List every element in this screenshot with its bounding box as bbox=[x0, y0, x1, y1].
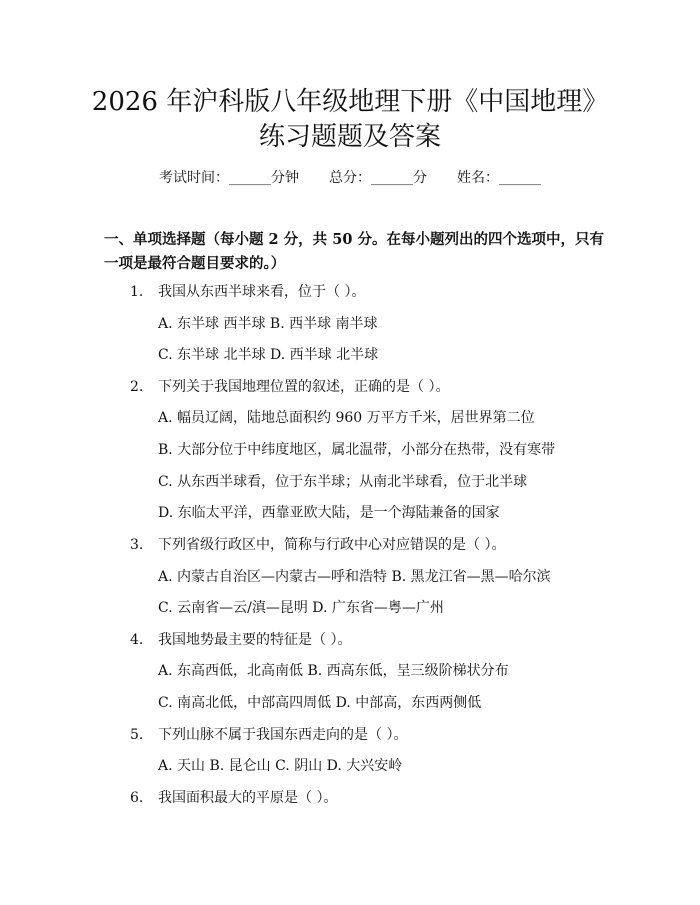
exam-time-field: 考试时间：______分钟 bbox=[159, 170, 299, 186]
question-stem: 我国地势最主要的特征是（ ）。 bbox=[158, 632, 352, 648]
question-number: 4. bbox=[130, 632, 144, 648]
question-3-options-row-2: C. 云南省—云/滇—昆明 D. 广东省—粤—广州 bbox=[158, 600, 444, 616]
question-1 bbox=[130, 282, 365, 302]
question-stem: 下列关于我国地理位置的叙述，正确的是（ ）。 bbox=[158, 379, 450, 395]
question-stem: 我国面积最大的平原是（ ）。 bbox=[158, 790, 338, 806]
question-1-options-row-2: C. 东半球 北半球 D. 西半球 北半球 bbox=[158, 347, 379, 363]
question-5-options-row-1: A. 天山 B. 昆仑山 C. 阴山 D. 大兴安岭 bbox=[158, 758, 403, 774]
question-number: 2. bbox=[130, 379, 144, 395]
question-4-options-row-1: A. 东高西低，北高南低 B. 西高东低，呈三级阶梯状分布 bbox=[158, 663, 509, 679]
question-3 bbox=[130, 535, 505, 555]
exam-score-field: 总分：______分 bbox=[329, 170, 427, 186]
question-3-options-row-1: A. 内蒙古自治区—内蒙古—呼和浩特 B. 黑龙江省—黑—哈尔滨 bbox=[158, 569, 551, 585]
question-stem: 下列省级行政区中，简称与行政中心对应错误的是（ ）。 bbox=[158, 537, 506, 553]
question-2-option-d: D. 东临太平洋，西靠亚欧大陆，是一个海陆兼备的国家 bbox=[158, 505, 500, 521]
question-2-option-a: A. 幅员辽阔，陆地总面积约 960 万平方千米，居世界第二位 bbox=[158, 410, 535, 426]
section-heading-single-choice: 一、单项选择题（每小题 2 分，共 50 分。在每小题列出的四个选项中，只有一项是最符合题目要求的。） bbox=[104, 231, 604, 272]
question-stem: 下列山脉不属于我国东西走向的是（ ）。 bbox=[158, 727, 408, 743]
question-number: 1. bbox=[130, 284, 144, 300]
document-title-line-2: 练习题题及答案 bbox=[258, 122, 441, 152]
exam-name-field: 姓名：______ bbox=[457, 170, 541, 186]
question-6 bbox=[130, 788, 337, 808]
question-5 bbox=[130, 725, 407, 745]
question-2-option-b: B. 大部分位于中纬度地区，属北温带，小部分在热带，没有寒带 bbox=[158, 442, 556, 458]
question-number: 6. bbox=[130, 790, 144, 806]
question-4 bbox=[130, 630, 351, 650]
question-4-options-row-2: C. 南高北低，中部高四周低 D. 中部高，东西两侧低 bbox=[158, 695, 482, 711]
question-number: 5. bbox=[130, 727, 144, 743]
question-2-option-c: C. 从东西半球看，位于东半球；从南北半球看，位于北半球 bbox=[158, 474, 528, 490]
exam-info bbox=[0, 168, 700, 188]
question-2 bbox=[130, 377, 449, 397]
question-1-options-row-1: A. 东半球 西半球 B. 西半球 南半球 bbox=[158, 316, 378, 332]
question-stem: 我国从东西半球来看，位于（ ）。 bbox=[158, 284, 366, 300]
question-number: 3. bbox=[130, 537, 144, 553]
document-title-line-1: 2026 年沪科版八年级地理下册《中国地理》 bbox=[91, 87, 609, 117]
